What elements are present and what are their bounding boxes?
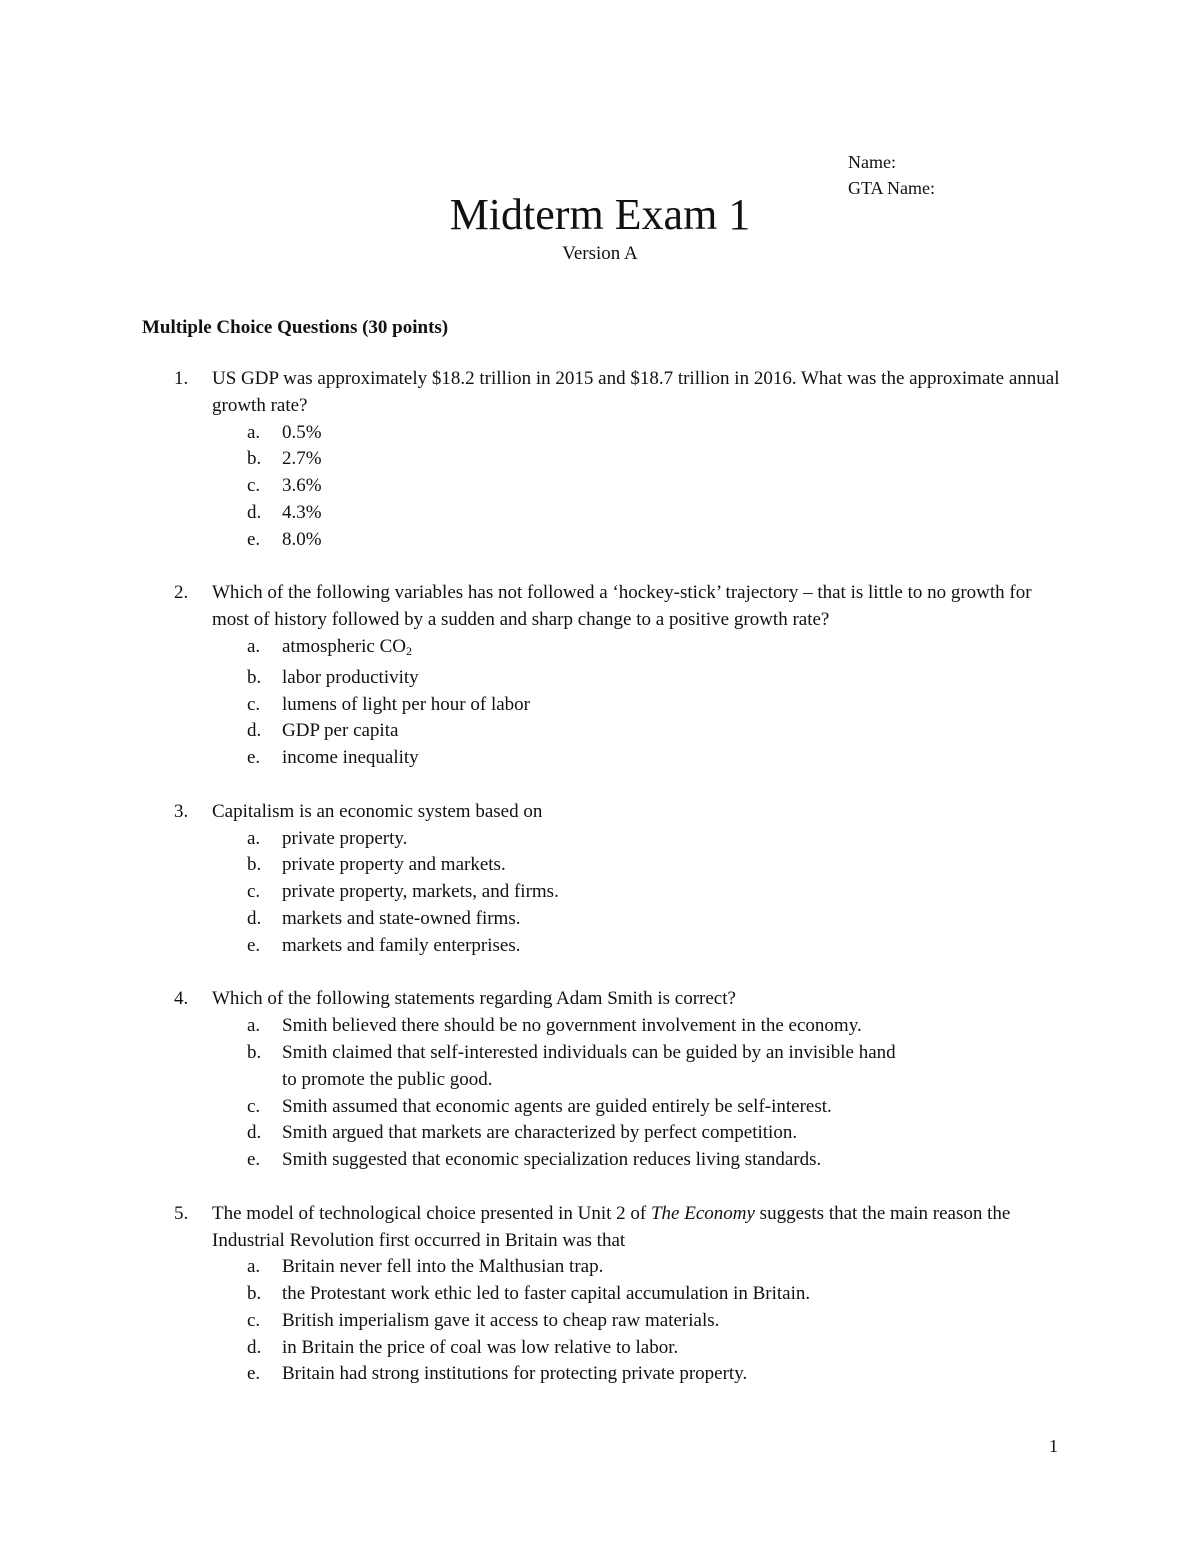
gta-name-label: GTA Name: bbox=[848, 178, 936, 198]
question-stem: Which of the following statements regarding Adam Smith is correct? bbox=[212, 988, 736, 1010]
option-d bbox=[212, 500, 1200, 527]
question-number: 1. bbox=[174, 368, 189, 389]
option-text: Smith claimed that self-interested individuals can be guided by an invisible hand bbox=[282, 1041, 896, 1063]
option-text: 2.7% bbox=[282, 448, 322, 470]
question-stem-start: The model of technological choice presented in Unit 2 of bbox=[212, 1202, 651, 1224]
option-e bbox=[212, 745, 1200, 772]
option-letter: e. bbox=[247, 934, 261, 956]
option-d bbox=[212, 906, 1200, 933]
option-letter: e. bbox=[247, 528, 261, 550]
option-letter: b. bbox=[247, 1283, 262, 1305]
option-text: atmospheric CO bbox=[282, 635, 407, 657]
question-3 bbox=[0, 799, 1200, 960]
option-c bbox=[212, 473, 1200, 500]
option-letter: a. bbox=[247, 827, 261, 849]
option-letter: c. bbox=[247, 475, 261, 497]
option-text: 8.0% bbox=[282, 528, 322, 550]
option-b bbox=[212, 1040, 1200, 1094]
option-text: Smith assumed that economic agents are guided entirely be self-interest. bbox=[282, 1095, 832, 1117]
section-heading: Multiple Choice Questions (30 points) bbox=[142, 317, 449, 338]
option-a bbox=[212, 1254, 1200, 1281]
option-text: Smith argued that markets are characterized by perfect competition. bbox=[282, 1122, 798, 1144]
option-letter: d. bbox=[247, 720, 262, 742]
option-b bbox=[212, 1281, 1200, 1308]
option-text: lumens of light per hour of labor bbox=[282, 693, 531, 715]
option-e bbox=[212, 527, 1200, 554]
option-text: British imperialism gave it access to cheap raw materials. bbox=[282, 1309, 720, 1331]
page-title: Midterm Exam 1 bbox=[449, 190, 751, 239]
option-letter: a. bbox=[247, 1256, 261, 1278]
option-text: private property and markets. bbox=[282, 854, 506, 876]
question-1 bbox=[0, 366, 1200, 554]
option-subscript: 2 bbox=[406, 643, 413, 658]
option-c bbox=[212, 1094, 1200, 1121]
option-c bbox=[212, 1308, 1200, 1335]
question-list bbox=[0, 366, 1200, 1415]
question-2 bbox=[0, 580, 1200, 772]
option-text: income inequality bbox=[282, 747, 419, 769]
option-text: private property. bbox=[282, 827, 408, 849]
option-a bbox=[212, 1013, 1200, 1040]
option-a bbox=[212, 420, 1200, 447]
option-e bbox=[212, 1361, 1200, 1388]
option-e bbox=[212, 933, 1200, 960]
option-text: labor productivity bbox=[282, 666, 419, 688]
option-letter: a. bbox=[247, 635, 261, 657]
option-b bbox=[212, 446, 1200, 473]
option-letter: a. bbox=[247, 421, 261, 443]
option-text: GDP per capita bbox=[282, 720, 399, 742]
option-text: markets and family enterprises. bbox=[282, 934, 521, 956]
option-letter: a. bbox=[247, 1015, 261, 1037]
option-letter: e. bbox=[247, 1363, 261, 1385]
question-number: 4. bbox=[174, 988, 189, 1010]
option-text-continued: to promote the public good. bbox=[282, 1068, 493, 1090]
option-text: markets and state-owned firms. bbox=[282, 907, 521, 929]
option-text: 4.3% bbox=[282, 501, 322, 523]
option-letter: b. bbox=[247, 854, 262, 876]
option-text: Britain never fell into the Malthusian trap. bbox=[282, 1256, 604, 1278]
question-stem bbox=[212, 1201, 1062, 1255]
option-letter: d. bbox=[247, 1336, 262, 1358]
option-b bbox=[212, 665, 1200, 692]
option-letter: e. bbox=[247, 747, 261, 769]
question-number: 5. bbox=[174, 1202, 189, 1224]
option-e bbox=[212, 1147, 1200, 1174]
question-stem: Which of the following variables has not followed a ‘hockey-stick’ trajectory – that is little to no growth for most of history followed by a sudden and sharp change to a positive growth rate? bbox=[212, 582, 1032, 631]
question-5 bbox=[0, 1201, 1200, 1389]
option-c bbox=[212, 692, 1200, 719]
book-title: The Economy bbox=[650, 1202, 755, 1224]
question-stem: Capitalism is an economic system based on bbox=[212, 800, 543, 822]
option-letter: d. bbox=[247, 1122, 262, 1144]
option-text: 0.5% bbox=[282, 421, 322, 443]
option-d bbox=[212, 1120, 1200, 1147]
option-d bbox=[212, 1335, 1200, 1362]
option-b bbox=[212, 852, 1200, 879]
option-text: the Protestant work ethic led to faster capital accumulation in Britain. bbox=[282, 1283, 811, 1305]
question-4 bbox=[0, 986, 1200, 1174]
option-a bbox=[212, 634, 1200, 665]
name-label: Name: bbox=[848, 152, 896, 172]
option-letter: b. bbox=[247, 448, 262, 470]
page-number: 1 bbox=[1049, 1436, 1058, 1456]
option-text: Britain had strong institutions for protecting private property. bbox=[282, 1363, 748, 1385]
option-letter: d. bbox=[247, 907, 262, 929]
option-d bbox=[212, 718, 1200, 745]
option-letter: d. bbox=[247, 501, 262, 523]
question-stem: US GDP was approximately $18.2 trillion in 2015 and $18.7 trillion in 2016. What was the approximate annual growth rate? bbox=[212, 368, 1060, 416]
option-text: in Britain the price of coal was low relative to labor. bbox=[282, 1336, 679, 1358]
option-letter: c. bbox=[247, 1095, 261, 1117]
question-stem-end: suggests that the main reason the Industrial Revolution first occurred in Britain was that bbox=[212, 1202, 1011, 1251]
question-number: 3. bbox=[174, 800, 189, 822]
option-letter: b. bbox=[247, 666, 262, 688]
option-text: 3.6% bbox=[282, 475, 322, 497]
option-text: Smith suggested that economic specialization reduces living standards. bbox=[282, 1149, 822, 1171]
option-letter: e. bbox=[247, 1149, 261, 1171]
option-letter: c. bbox=[247, 881, 261, 903]
option-letter: c. bbox=[247, 693, 261, 715]
question-number: 2. bbox=[174, 582, 189, 604]
option-letter: b. bbox=[247, 1041, 262, 1063]
option-a bbox=[212, 826, 1200, 853]
option-c bbox=[212, 879, 1200, 906]
version-label: Version A bbox=[562, 243, 638, 264]
option-letter: c. bbox=[247, 1309, 261, 1331]
option-text: private property, markets, and firms. bbox=[282, 881, 559, 903]
option-text: Smith believed there should be no government involvement in the economy. bbox=[282, 1015, 862, 1037]
